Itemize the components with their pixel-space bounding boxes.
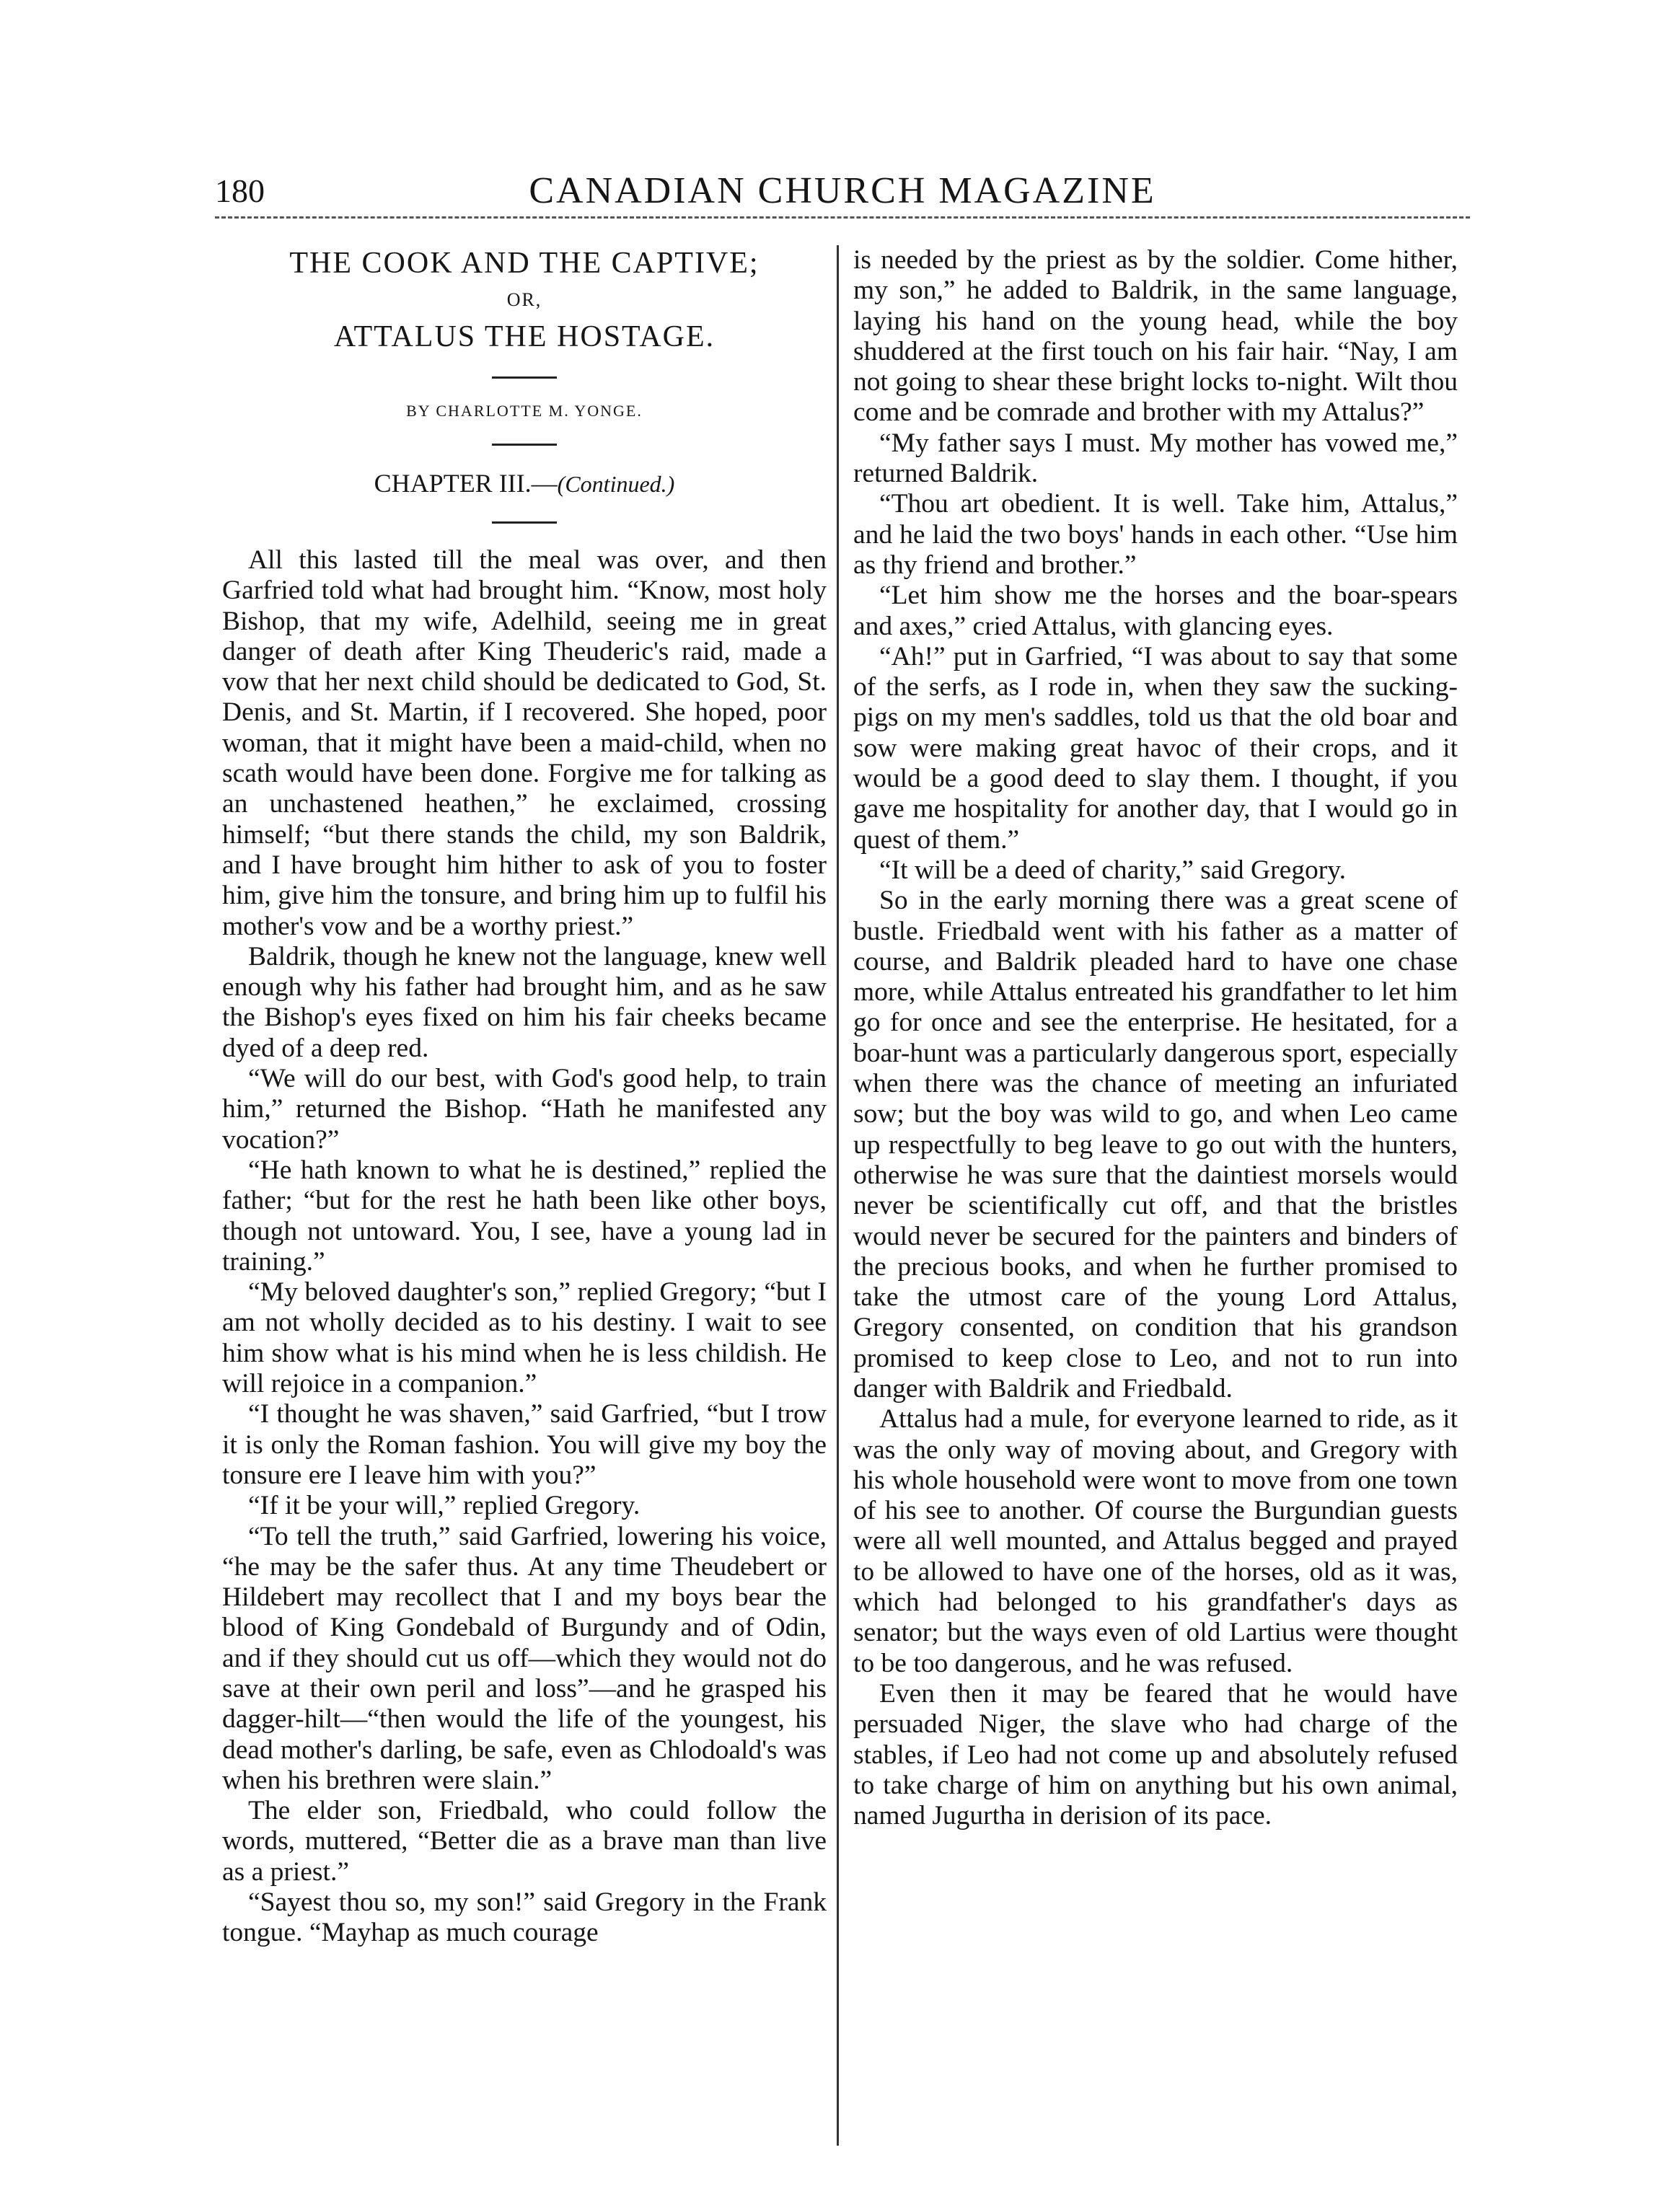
title-rule <box>492 376 557 379</box>
paragraph: Baldrik, though he knew not the language, knew well enough why his father had brought him, and as he saw the Bishop's eyes fixed on him his fair cheeks became dyed of a deep red. <box>222 941 827 1063</box>
column-divider <box>837 245 839 2146</box>
page-number: 180 <box>215 172 265 209</box>
paragraph: “My father says I must. My mother has vowed me,” returned Baldrik. <box>853 428 1458 489</box>
byline-rule <box>492 444 557 446</box>
header-rule <box>215 216 1470 219</box>
paragraph: Attalus had a mule, for everyone learned to ride, as it was the only way of moving about, and Gregory with his whole household were wont to move from one town of his see to another. Of course the Burgundian guests were all well mounted, and Attalus begged and prayed to be allowed to have one of the horses, old as it was, which had belonged to his grandfather's days as senator; but the ways even of old Lartius were thought to be too dangerous, and he was refused. <box>853 1404 1458 1678</box>
magazine-title: CANADIAN CHURCH MAGAZINE <box>529 170 1156 211</box>
chapter-rule <box>492 521 557 524</box>
paragraph: “Ah!” put in Garfried, “I was about to say that some of the serfs, as I rode in, when they saw the sucking-pigs on my men's saddles, told us that the old boar and sow were making great havoc of their crops, and it would be a good deed to slay them. I thought, if you gave me hospitality for another day, that I would go in quest of them.” <box>853 641 1458 855</box>
paragraph: The elder son, Friedbald, who could follow the words, muttered, “Better die as a brave man than live as a priest.” <box>222 1796 827 1887</box>
chapter-heading <box>222 467 827 500</box>
page-header <box>215 168 1470 214</box>
paragraph: is needed by the priest as by the soldier. Come hither, my son,” he added to Baldrik, in the same language, laying his hand on the young head, while the boy shuddered at the first touch on his fair hair. “Nay, I am not going to shear these bright locks to-night. Wilt thou come and be comrade and brother with my Attalus?” <box>853 245 1458 428</box>
story-or: OR, <box>506 289 542 310</box>
left-column <box>222 245 827 1949</box>
byline: BY CHARLOTTE M. YONGE. <box>406 402 643 420</box>
right-column <box>853 245 1458 1831</box>
paragraph: Even then it may be feared that he would have persuaded Niger, the slave who had charge of the stables, if Leo had not come up and absolutely refused to take charge of him on anything but his own animal, named Jugurtha in derision of its pace. <box>853 1678 1458 1831</box>
paragraph: “We will do our best, with God's good help, to train him,” returned the Bishop. “Hath he manifested any vocation?” <box>222 1064 827 1155</box>
paragraph: “To tell the truth,” said Garfried, lowering his voice, “he may be the safer thus. At any time Theudebert or Hildebert may recollect that I and my boys bear the blood of King Gondebald of Burgundy and of Odin, and if they should cut us off—which they would not do save at their own peril and loss”—and he grasped his dagger-hilt—“then would the life of the youngest, his dead mother's darling, be safe, even as Chlodoald's was when his brethren were slain.” <box>222 1521 827 1795</box>
paragraph: All this lasted till the meal was over, and then Garfried told what had brought him. “Know, most holy Bishop, that my wife, Adelhild, seeing me in great danger of death after King Theuderic's raid, made a vow that her next child should be dedicated to God, St. Denis, and St. Martin, if I recovered. She hoped, poor woman, that it might have been a maid-child, when no scath would have been done. Forgive me for talking as an unchastened heathen,” he exclaimed, crossing himself; “but there stands the child, my son Baldrik, and I have brought him hither to ask of you to foster him, give him the tonsure, and bring him up to fulfil his mother's vow and be a worthy priest.” <box>222 545 827 941</box>
paragraph: “If it be your will,” replied Gregory. <box>248 1491 640 1521</box>
paragraph: “My beloved daughter's son,” replied Gregory; “but I am not wholly decided as to his destiny. I wait to see him show what is his mind when he is less childish. He will rejoice in a companion.” <box>222 1277 827 1399</box>
paragraph: “He hath known to what he is destined,” replied the father; “but for the rest he hath been like other boys, though not untoward. You, I see, have a young lad in training.” <box>222 1155 827 1277</box>
chapter-label: CHAPTER III.— <box>374 469 558 498</box>
story-title-block <box>222 245 827 524</box>
paragraph: “I thought he was shaven,” said Garfried, “but I trow it is only the Roman fashion. You will give my boy the tonsure ere I leave him with you?” <box>222 1399 827 1490</box>
paragraph: “Let him show me the horses and the boar-spears and axes,” cried Attalus, with glancing eyes. <box>853 581 1458 641</box>
story-title: THE COOK AND THE CAPTIVE; <box>289 247 760 280</box>
story-subtitle: ATTALUS THE HOSTAGE. <box>333 320 716 353</box>
paragraph: So in the early morning there was a great scene of bustle. Friedbald went with his father as a matter of course, and Baldrik pleaded hard to have one chase more, while Attalus entreated his grandfather to let him go for once and see the enterprise. He hesitated, for a boar-hunt was a particularly dangerous sport, especially when there was the chance of meeting an infuriated sow; but the boy was wild to go, and when Leo came up respectfully to beg leave to go out with the hunters, otherwise he was sure that the daintiest morsels would never be scientifically cut off, and that the bristles would never be secured for the painters and binders of the precious books, and when he further promised to take the utmost care of the young Lord Attalus, Gregory consented, on condition that his grandson promised to keep close to Leo, and not to run into danger with Baldrik and Friedbald. <box>853 886 1458 1404</box>
paragraph: “Thou art obedient. It is well. Take him, Attalus,” and he laid the two boys' hands in each other. “Use him as thy friend and brother.” <box>853 489 1458 580</box>
paragraph: “Sayest thou so, my son!” said Gregory in the Frank tongue. “Mayhap as much courage <box>222 1887 827 1948</box>
chapter-note: (Continued.) <box>557 471 675 497</box>
paragraph: “It will be a deed of charity,” said Gregory. <box>879 855 1346 885</box>
